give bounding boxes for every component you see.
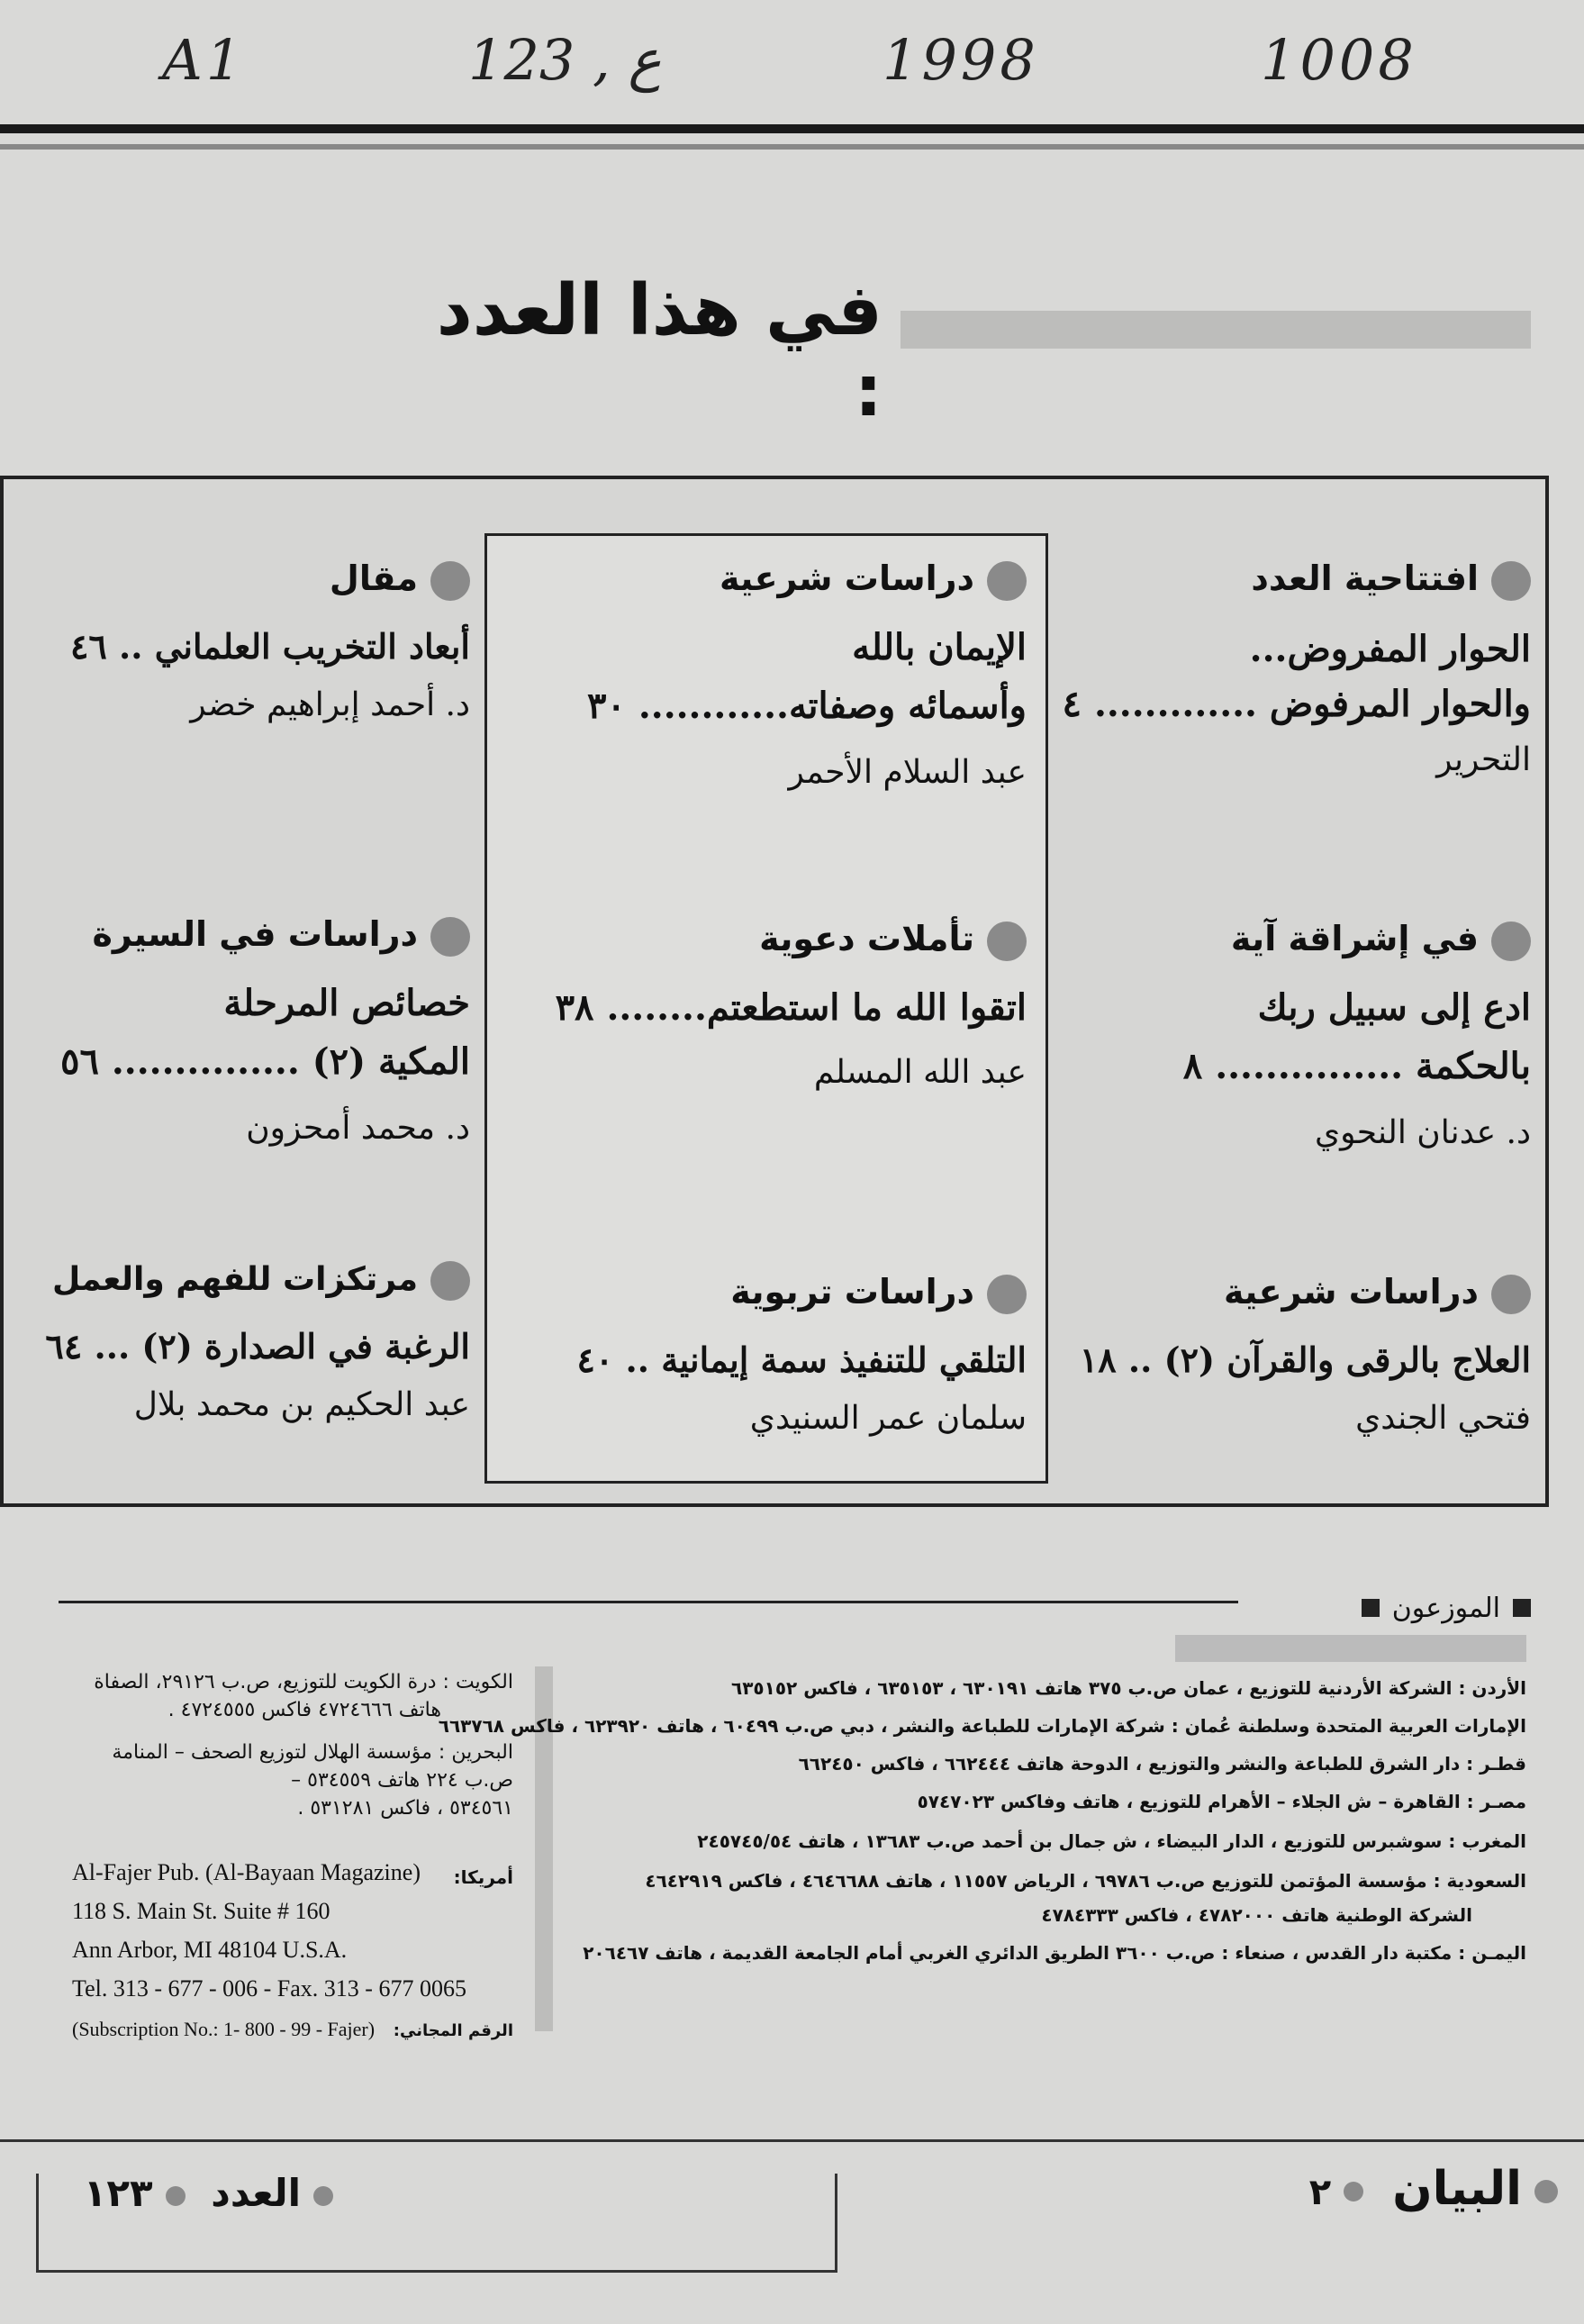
entry-author: عبد السلام الأحمر xyxy=(788,753,1027,791)
square-icon xyxy=(1362,1599,1380,1617)
usa-line-2: 118 S. Main St. Suite # 160 xyxy=(72,1898,330,1924)
top-rule xyxy=(0,124,1584,133)
section-shariah-2 xyxy=(504,558,1027,791)
section-tarbiya xyxy=(504,1272,1027,1437)
entry-author: عبد الله المسلم xyxy=(813,1053,1027,1091)
handwritten-note-b: 123 , ع xyxy=(468,27,662,93)
section-murtakazat xyxy=(9,1261,470,1423)
entry-line: ادع إلى سبيل ربك xyxy=(1257,985,1531,1029)
page-number: ٢ xyxy=(1308,2172,1332,2213)
handwritten-note-d: 1008 xyxy=(1261,27,1417,93)
section-title: دراسات شرعية xyxy=(720,558,974,598)
subscription-label: الرقم المجاني: xyxy=(393,2021,513,2040)
distributors-title-row xyxy=(1234,1593,1531,1624)
bullet-icon xyxy=(1491,561,1531,601)
section-article xyxy=(20,558,470,723)
usa-line-1: Al-Fajer Pub. (Al-Bayaan Magazine) xyxy=(72,1859,421,1885)
entry-line: الإيمان بالله xyxy=(852,625,1027,668)
entry-line: وأسمائه وصفاته............ ٣٠ xyxy=(586,684,1027,727)
entry-author: سلمان عمر السنيدي xyxy=(749,1399,1027,1437)
kuwait-line: الكويت : درة الكويت للتوزيع، ص.ب ٢٩١٢٦، الصفاة xyxy=(94,1671,513,1693)
distributor-item: قطـر : دار الشرق للطباعة والنشر والتوزيع ، الدوحة هاتف ٦٦٢٤٤٤ ، فاكس ٦٦٢٤٥٠ xyxy=(798,1753,1526,1775)
magazine-logo: البيان xyxy=(1392,2162,1522,2216)
section-title: دراسات تربوية xyxy=(730,1272,974,1312)
distributor-item: اليمـن : مكتبة دار القدس ، صنعاء : ص.ب ٣٦٠٠ الطريق الدائري الغربي أمام الجامعة القديمة ، هاتف ٢٠٦٤٦٧ xyxy=(583,1942,1526,1964)
section-title: تأملات دعوية xyxy=(759,919,974,958)
page-title: في هذا العدد : xyxy=(436,270,883,432)
usa-line-3: Ann Arbor, MI 48104 U.S.A. xyxy=(72,1937,348,1963)
entry-line: التلقي للتنفيذ سمة إيمانية .. ٤٠ xyxy=(576,1339,1027,1380)
handwritten-note-a: A1 xyxy=(162,27,246,93)
distributor-item: المغرب : سوشبرس للتوزيع ، الدار البيضاء ، ش جمال بن أحمد ص.ب ١٣٦٨٣ ، هاتف ٢٤٥٧٤٥/٥٤ xyxy=(697,1830,1526,1852)
bahrain-line: البحرين : مؤسسة الهلال لتوزيع الصحف – المنامة xyxy=(112,1741,513,1764)
usa-label: أمريكا: xyxy=(453,1866,513,1888)
subscription-line: (Subscription No.: 1- 800 - 99 - Fajer) xyxy=(72,2018,376,2040)
entry-author: التحرير xyxy=(1436,740,1531,778)
footer-left xyxy=(36,2171,333,2215)
bullet-icon xyxy=(987,561,1027,601)
section-title: في إشراقة آية xyxy=(1230,919,1479,958)
issue-number: ١٢٣ xyxy=(83,2171,153,2215)
entry-line: أبعاد التخريب العلماني .. ٤٦ xyxy=(69,625,470,667)
entry-author: د. أحمد إبراهيم خضر xyxy=(190,685,470,723)
bahrain-line: ص.ب ٢٢٤ هاتف ٥٣٤٥٥٩ – xyxy=(291,1769,513,1792)
entry-line: والحوار المرفوض ............. ٤ xyxy=(1062,682,1531,725)
entry-line: اتقوا الله ما استطعتم........ ٣٨ xyxy=(555,985,1027,1029)
distributor-item: السعودية : مؤسسة المؤتمن للتوزيع ص.ب ٦٩٧٨٦ ، الرياض ١١٥٥٧ ، هاتف ٤٦٤٦٦٨٨ ، فاكس ٤٦٤٢٩١٩ xyxy=(645,1870,1526,1892)
entry-line: المكية (٢) ............... ٥٦ xyxy=(59,1039,470,1083)
entry-line: الرغبة في الصدارة (٢) ... ٦٤ xyxy=(45,1326,470,1366)
entry-line: بالحكمة ............... ٨ xyxy=(1182,1044,1531,1087)
entry-author: د. عدنان النحوي xyxy=(1314,1113,1531,1151)
heading-band xyxy=(901,311,1531,349)
entry-author: فتحي الجندي xyxy=(1355,1399,1531,1437)
issue-label: العدد xyxy=(211,2171,301,2215)
section-title: افتتاحية العدد xyxy=(1251,558,1479,598)
entry-author: د. محمد أمحزون xyxy=(246,1109,470,1147)
top-rule-thin xyxy=(0,144,1584,150)
bullet-icon xyxy=(430,1261,470,1301)
bullet-icon xyxy=(1491,921,1531,961)
distributor-item: مصـر : القاهرة – ش الجلاء – الأهرام للتوزيع ، هاتف وفاكس ٥٧٤٧٠٢٣ xyxy=(917,1791,1526,1812)
bullet-icon xyxy=(1344,2182,1363,2201)
section-title: مرتكزات للفهم والعمل xyxy=(51,1261,418,1298)
bahrain-line: ٥٣٤٥٦١ ، فاكس ٥٣١٢٨١ . xyxy=(297,1797,513,1820)
distributors-rule xyxy=(59,1601,1238,1603)
bullet-icon xyxy=(1491,1275,1531,1314)
bullet-icon xyxy=(313,2186,333,2206)
bullet-icon xyxy=(430,561,470,601)
bullet-icon xyxy=(987,921,1027,961)
bullet-icon xyxy=(430,917,470,957)
footer-rule xyxy=(0,2139,1584,2142)
entry-line: العلاج بالرقى والقرآن (٢) .. ١٨ xyxy=(1079,1339,1531,1380)
bullet-icon xyxy=(1534,2180,1558,2203)
handwritten-note-c: 1998 xyxy=(883,27,1039,93)
section-shariah-1 xyxy=(1063,1272,1531,1437)
section-title: مقال xyxy=(329,558,418,598)
section-ayah xyxy=(1063,919,1531,1151)
section-seera xyxy=(20,914,470,1147)
section-title: دراسات في السيرة xyxy=(92,914,418,954)
footer-right xyxy=(1198,2162,1558,2216)
distributor-item: الأردن : الشركة الأردنية للتوزيع ، عمان ص.ب ٣٧٥ هاتف ٦٣٠١٩١ ، ٦٣٥١٥٣ ، فاكس ٦٣٥١٥٢ xyxy=(731,1677,1526,1699)
usa-line-4: Tel. 313 - 677 - 006 - Fax. 313 - 677 0065 xyxy=(72,1975,466,2002)
section-title: دراسات شرعية xyxy=(1224,1272,1479,1312)
entry-author: عبد الحكيم بن محمد بلال xyxy=(133,1386,470,1423)
distributor-item: الإمارات العربية المتحدة وسلطنة عُمان : شركة الإمارات للطباعة والنشر ، دبي ص.ب ٦٠٤٩٩ ، هاتف ٦٢٣٩٢٠ ، فاكس ٦٦٣٧٦٨ xyxy=(438,1715,1526,1737)
distributors-left xyxy=(54,1671,513,1820)
section-daawa xyxy=(504,919,1027,1091)
section-editorial xyxy=(1063,558,1531,778)
kuwait-line: هاتف ٤٧٢٤٦٦٦ فاكس ٤٧٢٤٥٥٥ . xyxy=(167,1699,441,1721)
square-icon xyxy=(1513,1599,1531,1617)
bullet-icon xyxy=(166,2186,186,2206)
entry-line: الحوار المفروض... xyxy=(1249,627,1531,670)
bullet-icon xyxy=(987,1275,1027,1314)
distributor-item: الشركة الوطنية هاتف ٤٧٨٢٠٠٠ ، فاكس ٤٧٨٤٣٣٣ xyxy=(1041,1904,1472,1926)
entry-line: خصائص المرحلة xyxy=(223,981,470,1024)
distributors-title: الموزعون xyxy=(1391,1593,1500,1624)
distributors-band xyxy=(1175,1635,1526,1662)
